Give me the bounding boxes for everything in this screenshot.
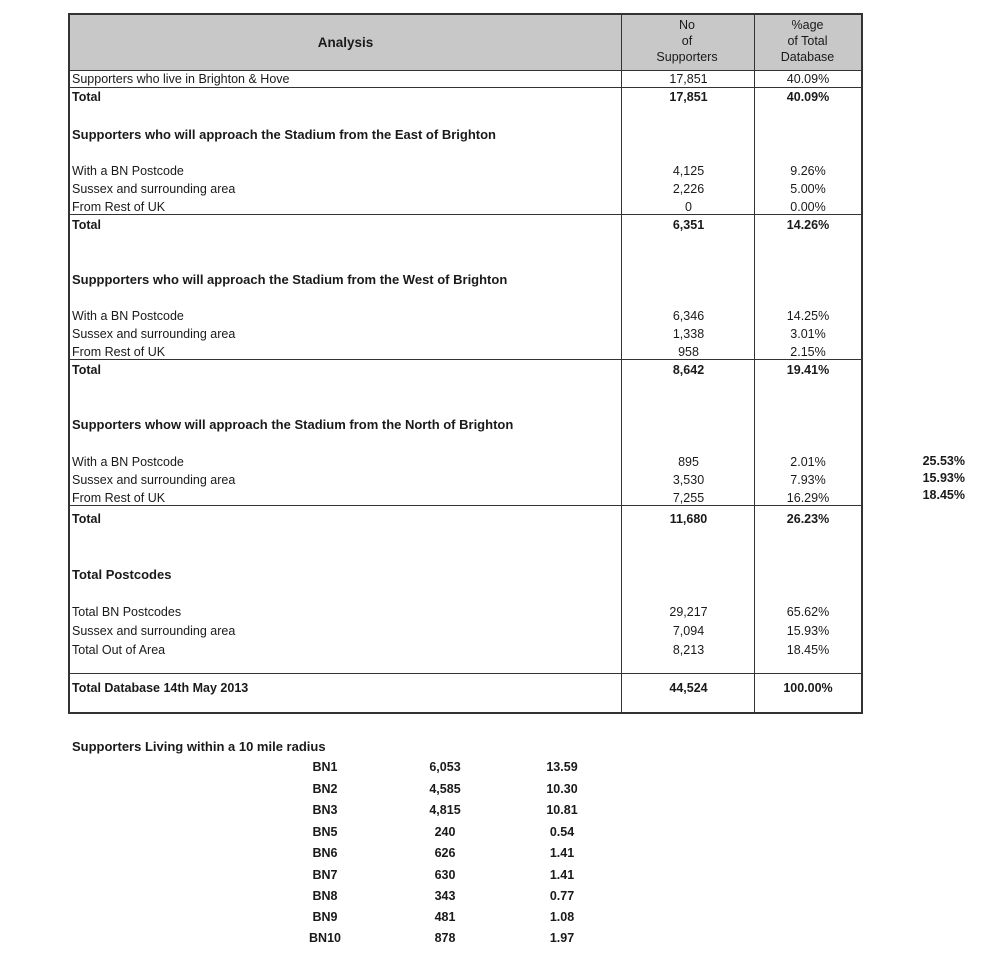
- row-label: Sussex and surrounding area: [72, 473, 236, 487]
- radius-pct: 10.81: [546, 803, 578, 817]
- section-title-postcodes: Total Postcodes: [72, 567, 172, 582]
- row-value: 3,530: [672, 473, 705, 487]
- row-pct: 2.01%: [790, 455, 826, 469]
- row-divider: [70, 359, 861, 360]
- radius-code: BN5: [312, 825, 338, 839]
- radius-pct: 1.41: [549, 846, 575, 860]
- header-analysis: Analysis: [317, 35, 374, 50]
- total-label: Total: [72, 363, 101, 377]
- row-value: 7,094: [672, 624, 705, 638]
- row-value: 895: [678, 455, 699, 469]
- header-no-line-2: of: [681, 34, 693, 48]
- row-value: 7,255: [672, 491, 705, 505]
- row-label: Supporters who live in Brighton & Hove: [72, 72, 290, 86]
- analysis-table: [68, 13, 863, 714]
- radius-pct: 10.30: [546, 782, 578, 796]
- total-value: 11,680: [669, 512, 708, 526]
- total-label: Total: [72, 90, 101, 104]
- radius-code: BN10: [309, 931, 341, 945]
- radius-count: 878: [434, 931, 456, 945]
- radius-count: 626: [434, 846, 456, 860]
- radius-title: Supporters Living within a 10 mile radius: [72, 739, 326, 754]
- total-pct: 40.09%: [786, 90, 830, 104]
- row-value: 29,217: [669, 605, 708, 619]
- radius-pct: 0.54: [549, 825, 575, 839]
- radius-count: 630: [434, 868, 456, 882]
- row-pct: 5.00%: [790, 182, 826, 196]
- radius-code: BN3: [312, 803, 338, 817]
- row-divider: [70, 87, 861, 88]
- radius-pct: 0.77: [549, 889, 575, 903]
- column-divider: [621, 15, 622, 712]
- header-no-line-1: No: [679, 18, 695, 32]
- section-title-west: Suppporters who will approach the Stadium from the West of Brighton: [72, 272, 508, 287]
- radius-code: BN1: [312, 760, 338, 774]
- radius-pct: 13.59: [546, 760, 578, 774]
- row-value: 1,338: [672, 327, 705, 341]
- radius-code: BN7: [312, 868, 338, 882]
- row-label: With a BN Postcode: [72, 164, 184, 178]
- side-pct: 25.53%: [922, 454, 965, 468]
- side-pct: 18.45%: [922, 488, 965, 502]
- row-value: 8,213: [672, 643, 705, 657]
- header-pct-line-1: %age: [791, 18, 824, 32]
- row-pct: 2.15%: [790, 345, 826, 359]
- radius-code: BN8: [312, 889, 338, 903]
- row-label: Sussex and surrounding area: [72, 327, 236, 341]
- total-label: Total: [72, 512, 101, 526]
- row-label: Total Out of Area: [72, 643, 166, 657]
- row-divider: [70, 505, 861, 506]
- row-divider: [70, 673, 861, 674]
- row-pct: 9.26%: [790, 164, 826, 178]
- total-pct: 26.23%: [786, 512, 830, 526]
- side-pct: 15.93%: [922, 471, 965, 485]
- radius-pct: 1.41: [549, 868, 575, 882]
- total-label: Total: [72, 218, 101, 232]
- radius-pct: 1.08: [549, 910, 575, 924]
- row-label: From Rest of UK: [72, 491, 166, 505]
- row-pct: 3.01%: [790, 327, 826, 341]
- radius-count: 240: [434, 825, 456, 839]
- total-pct: 19.41%: [786, 363, 830, 377]
- header-pct-of-database: [754, 17, 861, 65]
- row-label: From Rest of UK: [72, 345, 166, 359]
- header-pct-line-2: of Total: [787, 34, 828, 48]
- database-label: Total Database 14th May 2013: [72, 681, 249, 695]
- section-title-east: Supporters who will approach the Stadium from the East of Brighton: [72, 127, 496, 142]
- row-value: 0: [685, 200, 692, 214]
- header-no-of-supporters: [621, 17, 753, 65]
- row-pct: 65.62%: [786, 605, 830, 619]
- row-pct: 40.09%: [786, 72, 830, 86]
- header-pct-line-3: Database: [780, 50, 835, 64]
- row-value: 958: [678, 345, 699, 359]
- row-value: 4,125: [672, 164, 705, 178]
- total-value: 6,351: [672, 218, 705, 232]
- radius-count: 343: [434, 889, 456, 903]
- row-divider: [70, 214, 861, 215]
- row-pct: 16.29%: [786, 491, 830, 505]
- radius-pct: 1.97: [549, 931, 575, 945]
- row-value: 6,346: [672, 309, 705, 323]
- total-pct: 14.26%: [786, 218, 830, 232]
- row-pct: 15.93%: [786, 624, 830, 638]
- database-pct: 100.00%: [783, 681, 833, 695]
- row-pct: 18.45%: [786, 643, 830, 657]
- row-label: From Rest of UK: [72, 200, 166, 214]
- row-label: Sussex and surrounding area: [72, 182, 236, 196]
- radius-code: BN2: [312, 782, 338, 796]
- total-value: 8,642: [672, 363, 705, 377]
- section-title-north: Supporters whow will approach the Stadium from the North of Brighton: [72, 417, 514, 432]
- row-pct: 7.93%: [790, 473, 826, 487]
- radius-code: BN9: [312, 910, 338, 924]
- database-value: 44,524: [669, 681, 708, 695]
- radius-count: 4,815: [429, 803, 461, 817]
- header-no-line-3: Supporters: [656, 50, 718, 64]
- radius-code: BN6: [312, 846, 338, 860]
- total-value: 17,851: [669, 90, 708, 104]
- radius-count: 481: [434, 910, 456, 924]
- radius-count: 6,053: [429, 760, 461, 774]
- row-label: Total BN Postcodes: [72, 605, 182, 619]
- row-label: Sussex and surrounding area: [72, 624, 236, 638]
- row-value: 2,226: [672, 182, 705, 196]
- row-pct: 0.00%: [790, 200, 826, 214]
- row-label: With a BN Postcode: [72, 309, 184, 323]
- row-label: With a BN Postcode: [72, 455, 184, 469]
- row-pct: 14.25%: [786, 309, 830, 323]
- table-header: [70, 15, 861, 71]
- row-value: 17,851: [669, 72, 708, 86]
- radius-count: 4,585: [429, 782, 461, 796]
